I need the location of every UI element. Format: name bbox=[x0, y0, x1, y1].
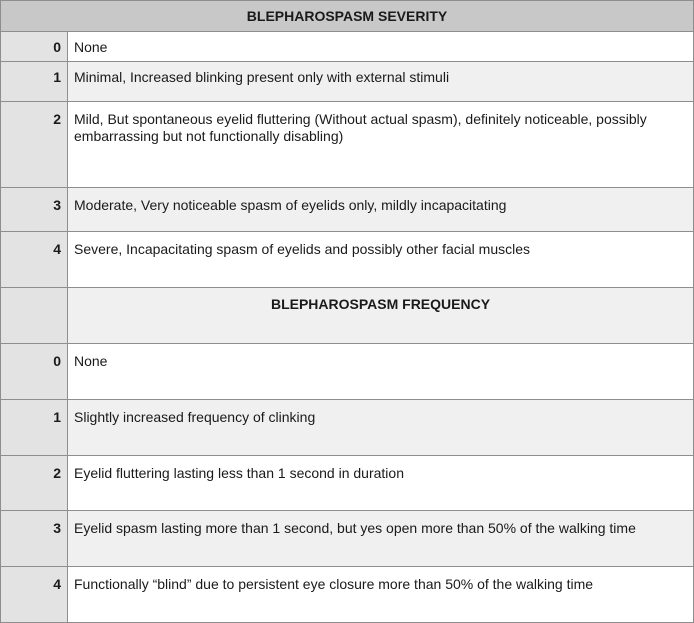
severity-score-4: 4 bbox=[1, 232, 68, 288]
severity-desc-1: Minimal, Increased blinking present only with external stimuli bbox=[68, 62, 694, 102]
frequency-desc-3: Eyelid spasm lasting more than 1 second, but yes open more than 50% of the walking time bbox=[68, 511, 694, 567]
table-row bbox=[1, 32, 694, 62]
table-row bbox=[1, 344, 694, 400]
frequency-score-1: 1 bbox=[1, 400, 68, 456]
severity-title: BLEPHAROSPASM SEVERITY bbox=[1, 1, 694, 32]
frequency-desc-4: Functionally “blind” due to persistent eye closure more than 50% of the walking time bbox=[68, 567, 694, 623]
frequency-header-blank bbox=[1, 288, 68, 344]
table-row bbox=[1, 188, 694, 232]
severity-desc-0: None bbox=[68, 32, 694, 62]
severity-score-1: 1 bbox=[1, 62, 68, 102]
severity-desc-2: Mild, But spontaneous eyelid fluttering (Without actual spasm), definitely noticeable, possibly embarrassing but not functionally disabling) bbox=[68, 102, 694, 188]
table-row bbox=[1, 400, 694, 456]
severity-desc-4: Severe, Incapacitating spasm of eyelids and possibly other facial muscles bbox=[68, 232, 694, 288]
frequency-desc-0: None bbox=[68, 344, 694, 400]
frequency-desc-2: Eyelid fluttering lasting less than 1 second in duration bbox=[68, 456, 694, 511]
frequency-score-2: 2 bbox=[1, 456, 68, 511]
table-row bbox=[1, 232, 694, 288]
severity-score-3: 3 bbox=[1, 188, 68, 232]
frequency-score-3: 3 bbox=[1, 511, 68, 567]
table-row bbox=[1, 62, 694, 102]
frequency-desc-1: Slightly increased frequency of clinking bbox=[68, 400, 694, 456]
table-row bbox=[1, 102, 694, 188]
severity-desc-3: Moderate, Very noticeable spasm of eyelids only, mildly incapacitating bbox=[68, 188, 694, 232]
frequency-score-4: 4 bbox=[1, 567, 68, 623]
severity-score-0: 0 bbox=[1, 32, 68, 62]
table-row bbox=[1, 511, 694, 567]
frequency-score-0: 0 bbox=[1, 344, 68, 400]
table-row bbox=[1, 456, 694, 511]
severity-header-row bbox=[1, 1, 694, 32]
severity-score-2: 2 bbox=[1, 102, 68, 188]
frequency-header-row bbox=[1, 288, 694, 344]
frequency-title: BLEPHAROSPASM FREQUENCY bbox=[68, 288, 694, 344]
table-row bbox=[1, 567, 694, 623]
